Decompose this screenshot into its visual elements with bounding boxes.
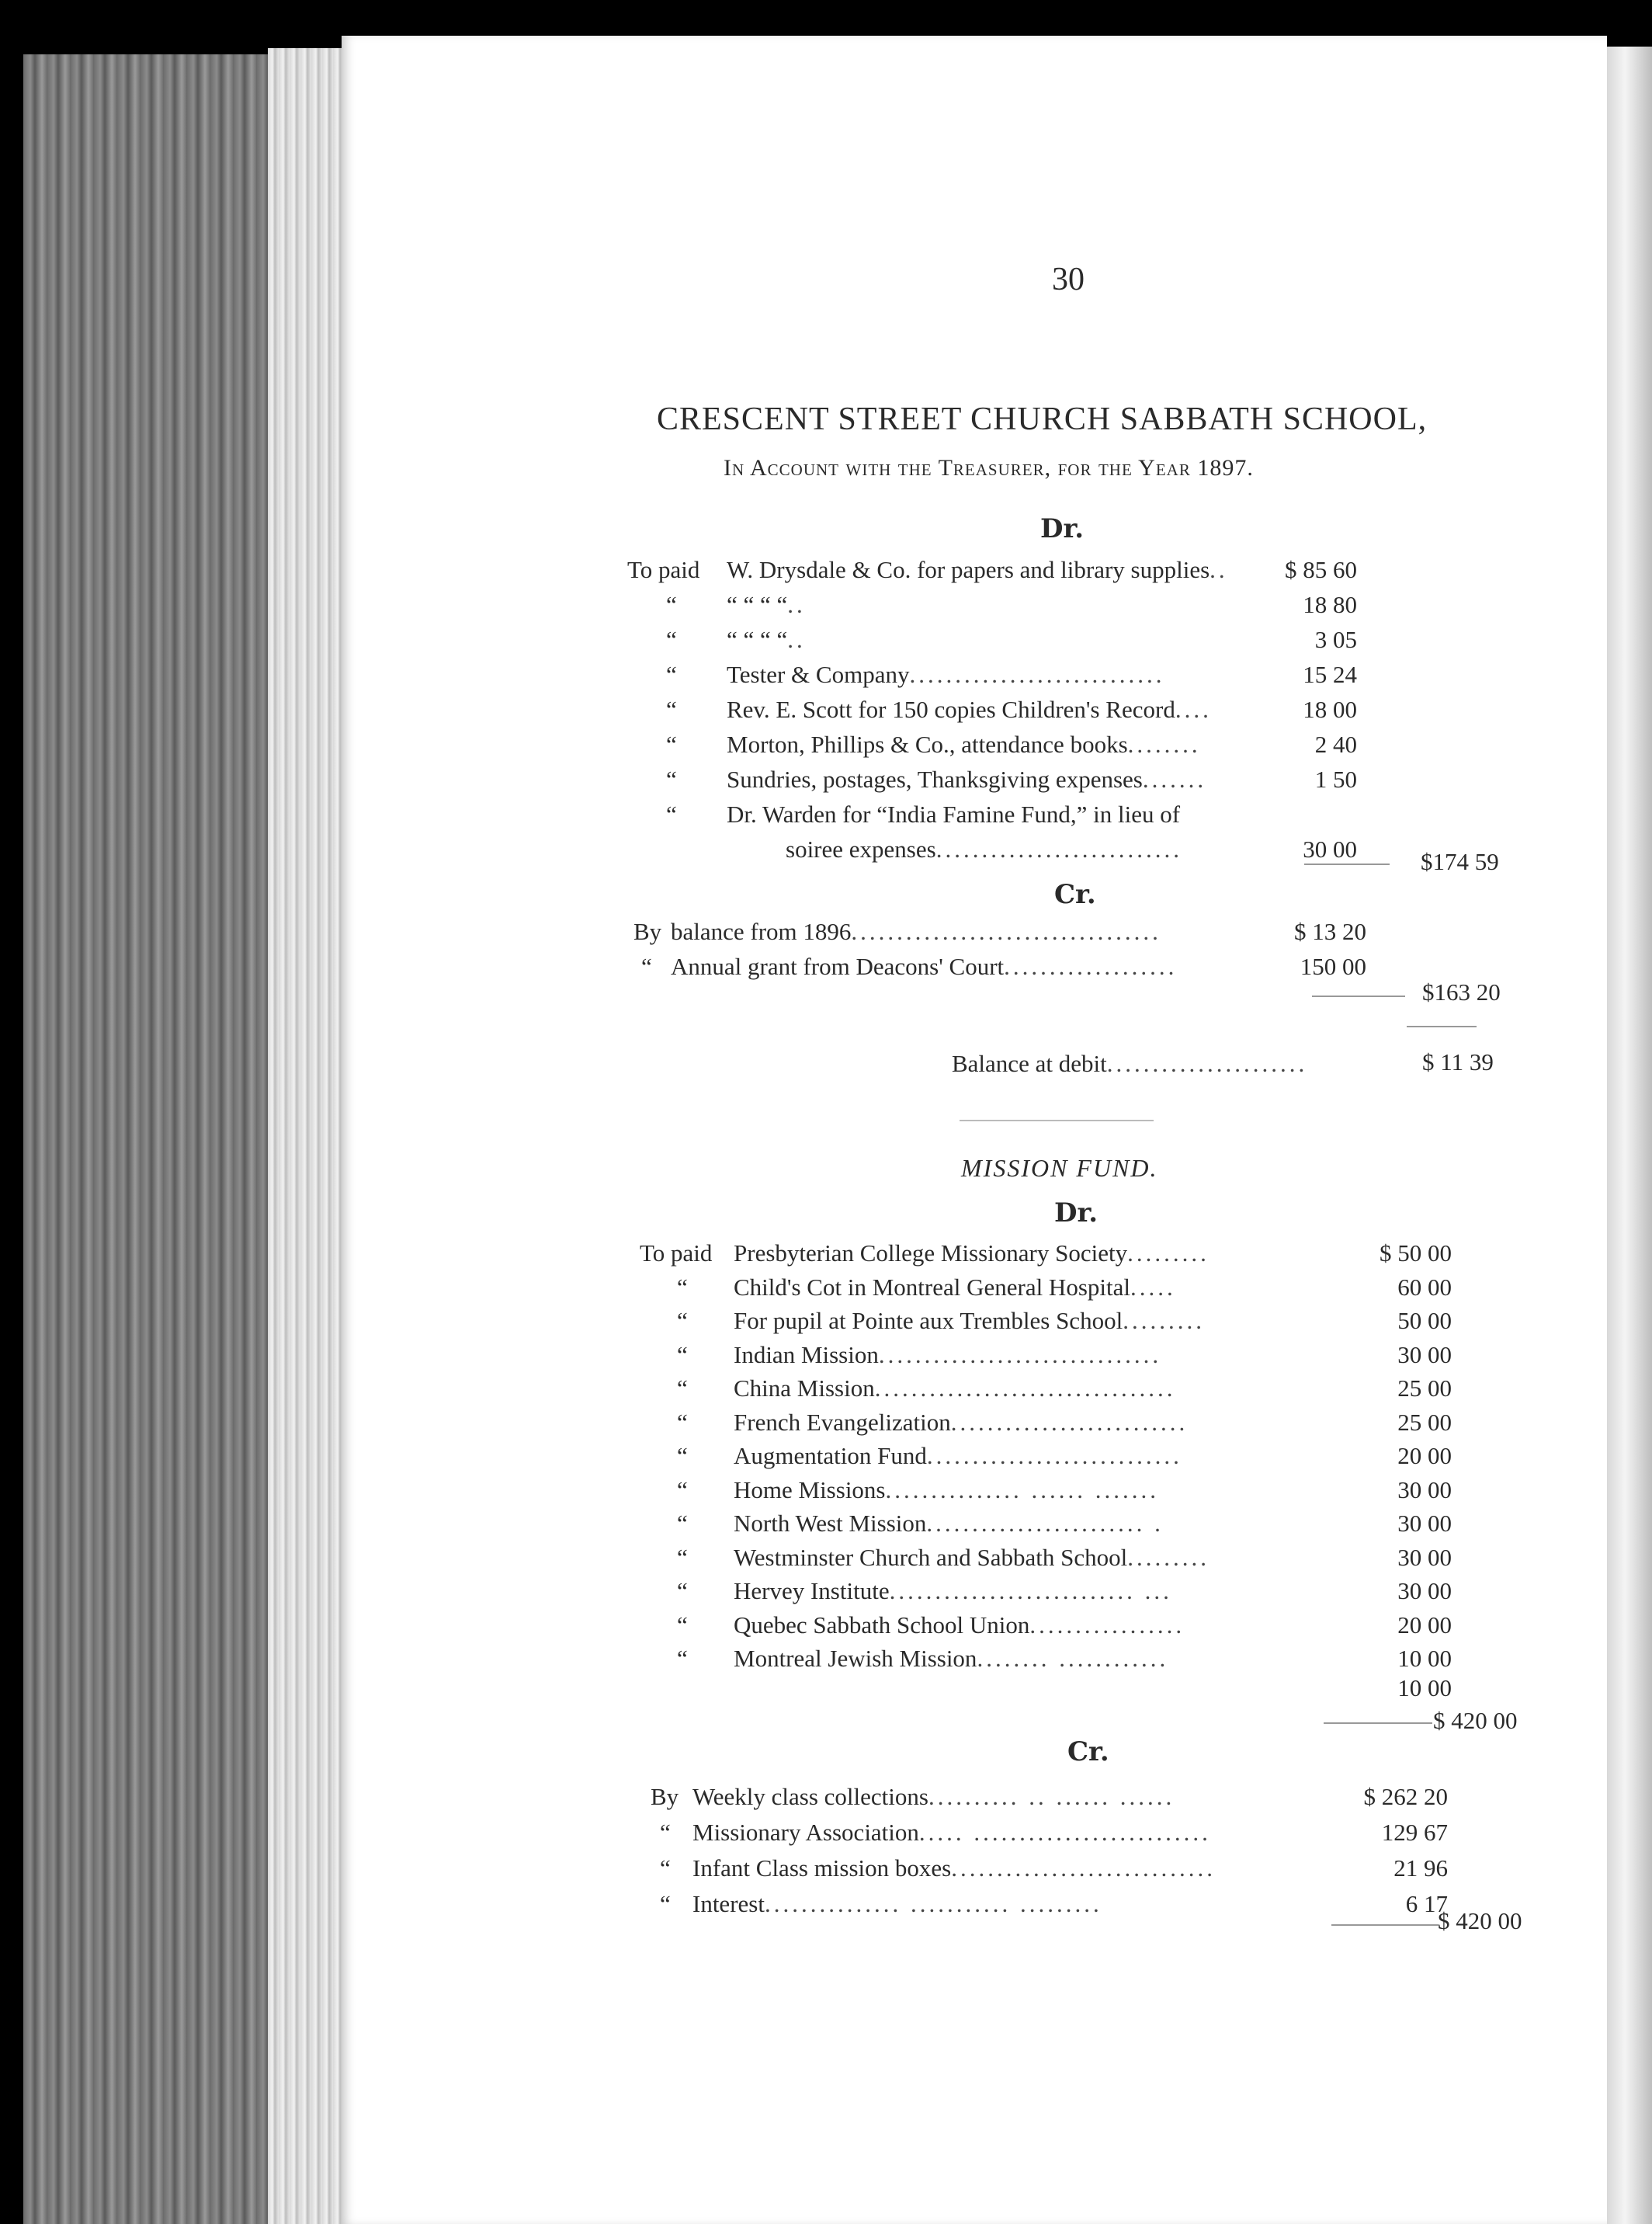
ledger-label: Hervey Institute [734,1577,890,1604]
ledger-label: Infant Class mission boxes [692,1854,952,1882]
total-rule [1312,996,1405,997]
ledger-amount: 25 00 [1397,1408,1452,1436]
mission-heading: MISSION FUND. [961,1154,1158,1182]
mission-extra-amount: 10 00 [1397,1674,1452,1701]
school-dr-heading: Dr. [1040,513,1085,544]
balance-line [952,1050,1307,1078]
ledger-item [734,1274,1176,1301]
ledger-prefix: “ [677,1510,688,1537]
ledger-label: soiree expenses [786,836,936,863]
leader-dots: .......................... [950,1408,1189,1436]
ledger-amount: 18 00 [1303,696,1357,723]
ledger-item [734,1577,1172,1605]
page-number: 30 [1052,262,1085,297]
ledger-amount: 10 00 [1397,1645,1452,1672]
ledger-amount: 21 96 [1393,1854,1448,1882]
ledger-prefix: “ [666,696,677,723]
leader-dots: ................. [1029,1611,1185,1638]
ledger-label: China Mission [734,1374,875,1402]
ledger-item [727,801,1180,829]
leader-dots: ....... [1142,766,1207,793]
ledger-label: Montreal Jewish Mission [734,1645,977,1672]
page-stack [268,48,353,2224]
ledger-label: Quebec Sabbath School Union [734,1611,1030,1638]
ledger-item [671,918,1161,946]
ledger-prefix: “ [677,1340,688,1368]
ledger-prefix: By [633,918,662,945]
leader-dots: .......... .. ...... ...... [928,1783,1175,1810]
ledger-label: Tester & Company [727,661,910,688]
ledger-label: Indian Mission [734,1340,879,1368]
ledger-amount: 18 80 [1303,591,1357,618]
ledger-amount: 30 00 [1397,1340,1452,1368]
document-page [342,36,1607,2224]
total-rule [1331,1924,1439,1926]
ledger-prefix: “ [660,1819,671,1846]
ledger-label: Interest [692,1890,765,1917]
ledger-label: Child's Cot in Montreal General Hospital [734,1273,1130,1301]
ledger-prefix: “ [677,1273,688,1301]
ledger-label: French Evangelization [734,1408,951,1436]
ledger-label: Westminster Church and Sabbath School [734,1543,1128,1571]
ledger-amount: $ 50 00 [1380,1239,1452,1267]
balance-rule [1407,1026,1477,1027]
ledger-amount: 129 67 [1381,1819,1448,1846]
leader-dots: ................................. [874,1374,1176,1402]
ledger-amount: 20 00 [1397,1611,1452,1638]
ledger-amount: 30 00 [1303,836,1357,863]
ledger-item [734,1239,1210,1267]
mission-dr-total: $ 420 00 [1433,1707,1518,1734]
school-dr-total: $174 59 [1421,848,1499,875]
ledger-label: Annual grant from Deacons' Court [671,953,1005,980]
school-cr-heading: Cr. [1054,879,1096,910]
ledger-label: W. Drysdale & Co. for papers and library supplies [727,556,1210,583]
ledger-label: Missionary Association [692,1819,919,1846]
ledger-prefix: “ [666,591,677,618]
ledger-prefix: “ [677,1543,688,1571]
mission-cr-total: $ 420 00 [1438,1907,1522,1934]
ledger-item [734,1645,1168,1673]
ledger-label: North West Mission [734,1510,927,1537]
leader-dots: ......... [1123,1307,1205,1334]
ledger-amount: 20 00 [1397,1442,1452,1469]
leader-dots: ................... [1004,953,1178,980]
ledger-amount: 15 24 [1303,661,1357,688]
ledger-prefix: “ [677,1374,688,1402]
ledger-item [727,591,806,619]
balance-dots: ...................... [1106,1050,1308,1077]
ledger-label: Sundries, postages, Thanksgiving expenses [727,766,1143,793]
leader-dots: ........................ . [926,1510,1164,1537]
ledger-prefix: To paid [640,1239,713,1267]
ledger-prefix: “ [666,731,677,758]
ledger-prefix: “ [677,1307,688,1334]
ledger-amount: 1 50 [1314,766,1357,793]
ledger-item [727,556,1228,584]
page-subtitle: In Account with the Treasurer, for the Year 1897. [724,455,1254,481]
ledger-amount: $ 13 20 [1294,918,1366,945]
ledger-item [734,1442,1182,1470]
ledger-label: “ “ “ “ [727,626,788,653]
ledger-item [786,836,1182,864]
ledger-label: Presbyterian College Missionary Society [734,1239,1128,1267]
mission-dr-heading: Dr. [1054,1197,1098,1228]
ledger-item [727,696,1212,724]
ledger-prefix: “ [666,766,677,793]
leader-dots: ............................... [878,1340,1162,1368]
ledger-amount: 6 17 [1405,1890,1448,1917]
leader-dots: ............................ [909,661,1165,688]
book-edge-right [1607,47,1652,2224]
mission-cr-heading: Cr. [1067,1736,1109,1767]
ledger-label: Weekly class collections [692,1783,928,1810]
ledger-prefix: “ [677,1611,688,1638]
balance-label: Balance at debit [952,1050,1107,1077]
ledger-item [727,766,1206,794]
leader-dots: .................................. [851,918,1161,945]
section-divider [960,1120,1154,1121]
ledger-item [692,1819,1211,1847]
ledger-amount: 60 00 [1397,1273,1452,1301]
leader-dots: ........ ............ [977,1645,1169,1672]
ledger-item [727,731,1201,759]
ledger-prefix: “ [677,1577,688,1604]
ledger-label: balance from 1896 [671,918,852,945]
total-rule [1324,1722,1432,1724]
ledger-prefix: “ [660,1890,671,1917]
ledger-amount: 3 05 [1314,626,1357,653]
ledger-prefix: “ [666,626,677,653]
ledger-item [727,661,1164,689]
ledger-label: For pupil at Pointe aux Trembles School [734,1307,1123,1334]
ledger-amount: 30 00 [1397,1543,1452,1571]
leader-dots: .. [1210,556,1228,583]
leader-dots: ........................... ... [889,1577,1172,1604]
ledger-item [734,1374,1175,1402]
leader-dots: ............... ...... ....... [885,1475,1159,1503]
ledger-label: Dr. Warden for “India Famine Fund,” in lieu of [727,801,1181,828]
balance-amount: $ 11 39 [1422,1048,1494,1076]
ledger-prefix: By [651,1783,679,1810]
ledger-item [734,1307,1205,1335]
ledger-amount: $ 85 60 [1285,556,1357,583]
ledger-item [692,1854,1216,1882]
ledger-amount: 30 00 [1397,1510,1452,1537]
leader-dots: ............................ [926,1442,1182,1469]
ledger-prefix: “ [677,1408,688,1436]
ledger-item [692,1890,1102,1918]
ledger-item [734,1476,1159,1504]
ledger-prefix: “ [641,953,652,980]
ledger-item [734,1409,1188,1437]
leader-dots: ..... .......................... [918,1819,1211,1846]
leader-dots: ............... ........... ......... [764,1890,1102,1917]
leader-dots: .. [787,626,806,653]
ledger-prefix: To paid [627,556,700,583]
ledger-amount: $ 262 20 [1363,1783,1448,1810]
leader-dots: ........ [1127,731,1201,758]
ledger-prefix: “ [660,1854,671,1882]
ledger-amount: 30 00 [1397,1475,1452,1503]
ledger-amount: 30 00 [1397,1577,1452,1604]
ledger-item [734,1510,1164,1538]
ledger-item [734,1544,1210,1572]
total-rule [1304,864,1390,865]
ledger-item [734,1611,1185,1639]
ledger-amount: 2 40 [1314,731,1357,758]
ledger-item [734,1341,1161,1369]
ledger-amount: 150 00 [1300,953,1366,980]
leader-dots: ......... [1127,1239,1210,1267]
leader-dots: ..... [1130,1273,1176,1301]
ledger-prefix: “ [666,801,677,828]
ledger-prefix: “ [677,1645,688,1672]
leader-dots: .. [787,591,806,618]
leader-dots: .... [1175,696,1212,723]
leader-dots: ............................. [951,1854,1216,1882]
ledger-label: Rev. E. Scott for 150 copies Children's Record [727,696,1175,723]
ledger-label: “ “ “ “ [727,591,788,618]
ledger-label: Home Missions [734,1475,886,1503]
ledger-prefix: “ [677,1475,688,1503]
ledger-label: Morton, Phillips & Co., attendance books [727,731,1128,758]
ledger-amount: 25 00 [1397,1374,1452,1402]
ledger-prefix: “ [666,661,677,688]
ledger-item [692,1783,1175,1811]
leader-dots: ......... [1127,1543,1210,1571]
page-title: CRESCENT STREET CHURCH SABBATH SCHOOL, [657,401,1428,437]
leader-dots: ........................... [935,836,1182,863]
ledger-amount: 50 00 [1397,1307,1452,1334]
ledger-item [727,626,806,654]
ledger-label: Augmentation Fund [734,1442,927,1469]
school-cr-total: $163 20 [1422,978,1501,1006]
ledger-item [671,953,1177,981]
ledger-prefix: “ [677,1442,688,1469]
